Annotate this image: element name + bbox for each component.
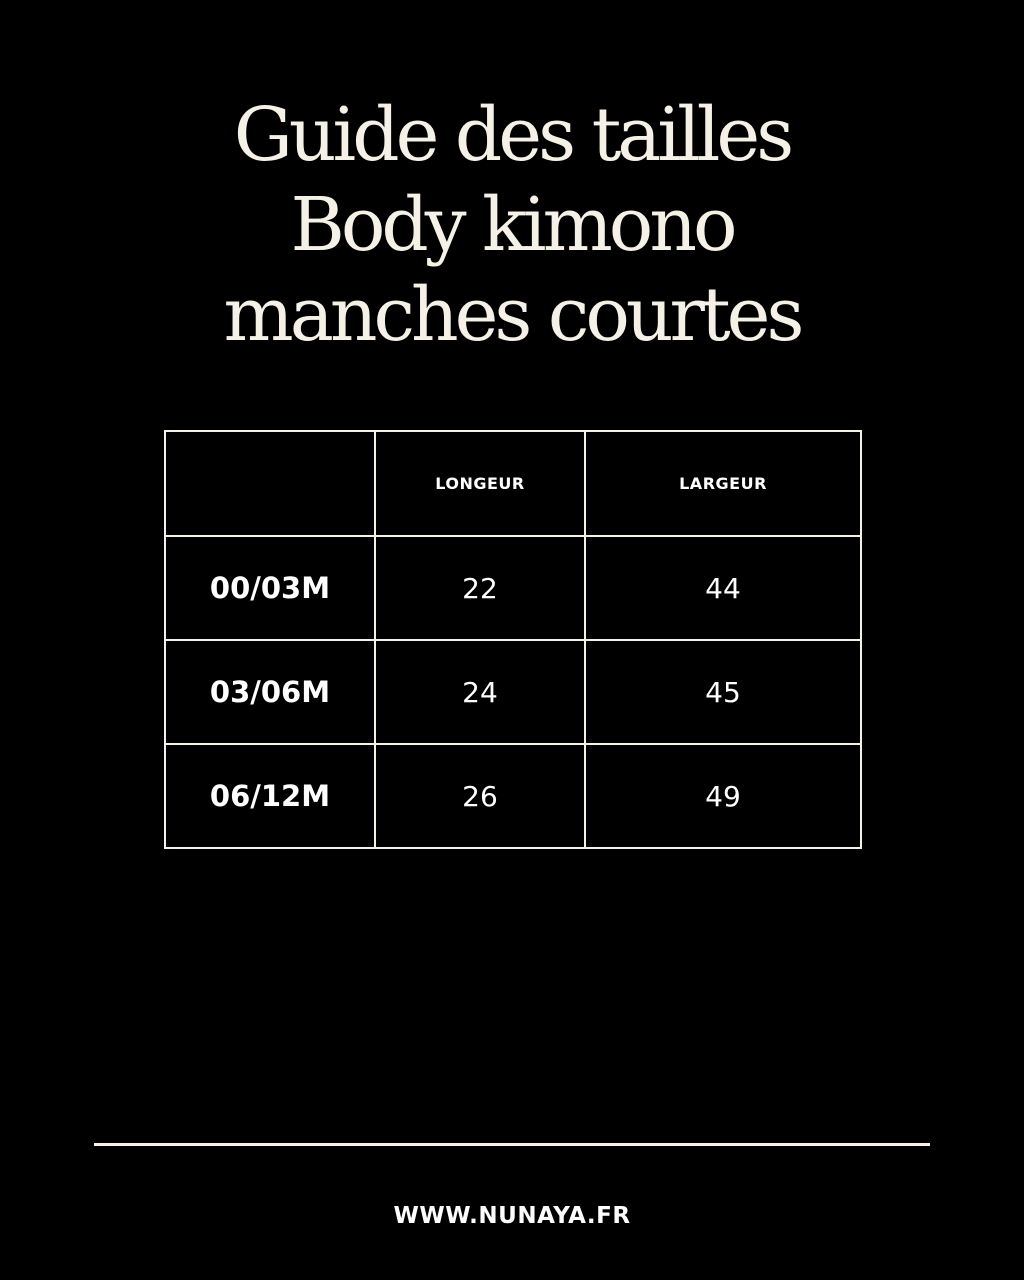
header-cell-empty	[165, 431, 375, 536]
largeur-cell: 45	[585, 640, 861, 744]
title-line-3: manches courtes	[223, 272, 801, 358]
longeur-cell: 22	[375, 536, 585, 640]
table-header-row	[165, 431, 861, 536]
website-link[interactable]: WWW.NUNAYA.FR	[393, 1203, 631, 1229]
size-cell: 03/06M	[165, 640, 375, 744]
longeur-cell: 24	[375, 640, 585, 744]
largeur-cell: 49	[585, 744, 861, 848]
title-line-2: Body kimono	[290, 182, 734, 268]
table-row	[165, 744, 861, 848]
size-cell: 00/03M	[165, 536, 375, 640]
table-row	[165, 640, 861, 744]
title-line-1: Guide des tailles	[233, 92, 791, 178]
size-table	[164, 430, 862, 849]
longeur-cell: 26	[375, 744, 585, 848]
page-title	[0, 90, 1024, 360]
footer-divider	[94, 1143, 930, 1146]
size-cell: 06/12M	[165, 744, 375, 848]
largeur-cell: 44	[585, 536, 861, 640]
table-row	[165, 536, 861, 640]
header-cell-longeur: LONGEUR	[375, 431, 585, 536]
header-cell-largeur: LARGEUR	[585, 431, 861, 536]
